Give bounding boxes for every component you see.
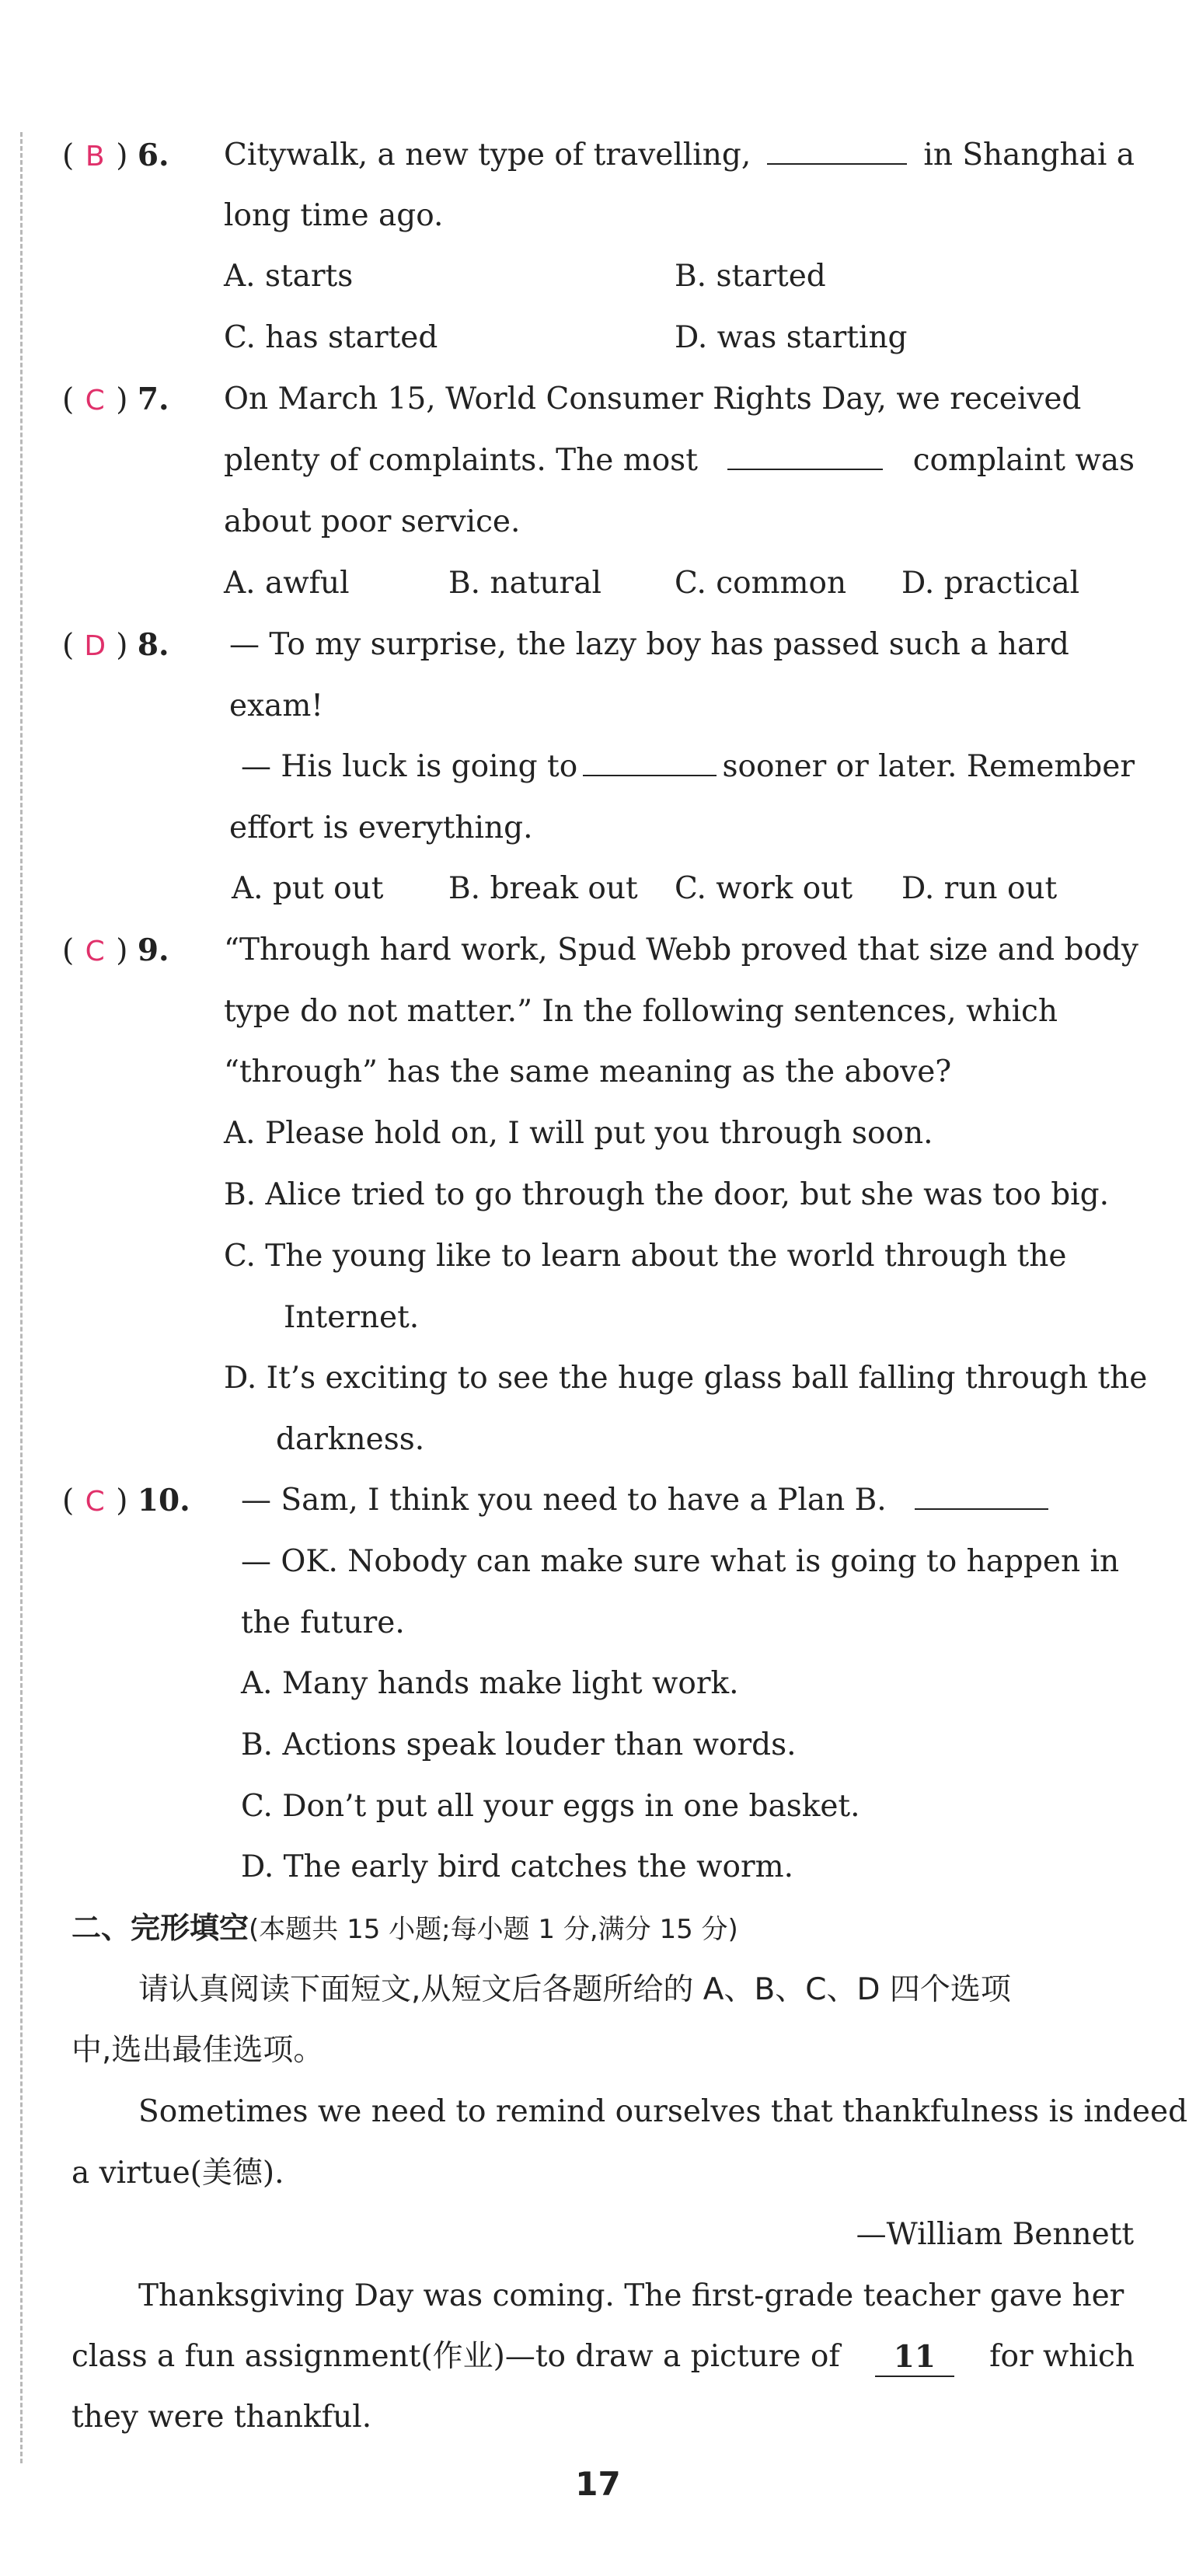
question-8-line-4: effort is everything. (229, 810, 533, 845)
instruction-line-2: 中,选出最佳选项。 (71, 2033, 324, 2068)
option-a: A. Please hold on, I will put you through soon. (224, 1116, 933, 1151)
answer-mark: D (84, 630, 106, 662)
option-c: C. The young like to learn about the world through the (224, 1239, 1067, 1274)
option-b: B. Actions speak louder than words. (241, 1727, 797, 1762)
answer-mark: C (85, 385, 105, 417)
option-d: D. run out (901, 871, 1058, 906)
question-number: 6. (137, 138, 169, 173)
answer-blank (915, 1482, 1048, 1510)
question-9: ( C ) 9. (62, 932, 169, 971)
answer-blank (767, 137, 907, 165)
question-number: 8. (137, 627, 169, 663)
quote-line-2: a virtue(美德). (71, 2156, 284, 2191)
option-c: C. Don’t put all your eggs in one basket. (241, 1789, 860, 1824)
question-7: ( C ) 7. (62, 381, 169, 420)
binding-margin-line (20, 132, 23, 2463)
question-7-line-3: about poor service. (224, 504, 521, 539)
question-10-line-2: — OK. Nobody can make sure what is going to happen in (241, 1544, 1120, 1579)
blank-11: 11 (875, 2338, 954, 2377)
question-6-line-2: long time ago. (224, 198, 444, 233)
option-b: B. started (675, 259, 826, 294)
option-d: D. was starting (675, 320, 908, 355)
question-number: 9. (137, 932, 169, 968)
option-c-continued: Internet. (284, 1300, 420, 1335)
question-10-line-3: the future. (241, 1605, 405, 1640)
option-c: C. has started (224, 320, 438, 355)
option-d: D. practical (901, 566, 1080, 601)
quote-line-1: Sometimes we need to remind ourselves that thankfulness is indeed (138, 2094, 1188, 2129)
answer-blank (727, 442, 883, 470)
option-a: A. put out (232, 871, 384, 906)
option-d: D. It’s exciting to see the huge glass ball falling through the (224, 1361, 1148, 1396)
question-9-line-2: type do not matter.” In the following sentences, which (224, 994, 1058, 1029)
question-7-line-2: plenty of complaints. The most complaint was (224, 443, 1135, 478)
option-d: D. The early bird catches the worm. (241, 1849, 793, 1884)
question-8: ( D ) 8. (62, 626, 169, 665)
quote-author: —William Bennett (856, 2217, 1134, 2252)
option-c: C. work out (675, 871, 853, 906)
option-b: B. natural (448, 566, 601, 601)
option-b: B. Alice tried to go through the door, but she was too big. (224, 1177, 1109, 1212)
answer-mark: C (85, 936, 105, 967)
question-7-line-1: On March 15, World Consumer Rights Day, we received (224, 382, 1082, 417)
answer-blank (583, 748, 717, 776)
passage-line-3: they were thankful. (71, 2400, 372, 2435)
option-a: A. awful (224, 566, 350, 601)
page-number: 17 (575, 2465, 621, 2503)
question-number: 7. (137, 382, 169, 417)
question-9-line-3: “through” has the same meaning as the above? (224, 1054, 952, 1089)
instruction-line-1: 请认真阅读下面短文,从短文后各题所给的 A、B、C、D 四个选项 (138, 1972, 1011, 2007)
option-c: C. common (675, 566, 847, 601)
question-9-line-1: “Through hard work, Spud Webb proved that size and body (224, 932, 1138, 967)
option-d-continued: darkness. (276, 1422, 425, 1457)
option-a: A. Many hands make light work. (241, 1666, 739, 1701)
question-6: ( B ) 6. (62, 137, 1135, 176)
passage-line-1: Thanksgiving Day was coming. The first-grade teacher gave her (138, 2278, 1125, 2313)
question-10: ( C ) 10. (62, 1482, 190, 1521)
option-b: B. break out (448, 871, 638, 906)
question-10-line-1: — Sam, I think you need to have a Plan B. (241, 1482, 1053, 1519)
answer-mark: B (85, 141, 105, 173)
question-number: 10. (137, 1483, 190, 1518)
answer-mark: C (85, 1486, 105, 1518)
passage-line-2: class a fun assignment(作业)—to draw a picture of 11 for which (71, 2338, 1135, 2377)
question-8-line-1: — To my surprise, the lazy boy has passed such a hard (229, 627, 1069, 662)
question-6-line-1: Citywalk, a new type of travelling, in Shanghai a (224, 138, 1135, 173)
question-8-line-2: exam! (229, 688, 323, 723)
option-a: A. starts (224, 259, 354, 294)
question-8-line-3: — His luck is going to sooner or later. Remember (241, 749, 1135, 784)
section-2-heading: 二、完形填空(本题共 15 小题;每小题 1 分,满分 15 分) (71, 1911, 738, 1945)
